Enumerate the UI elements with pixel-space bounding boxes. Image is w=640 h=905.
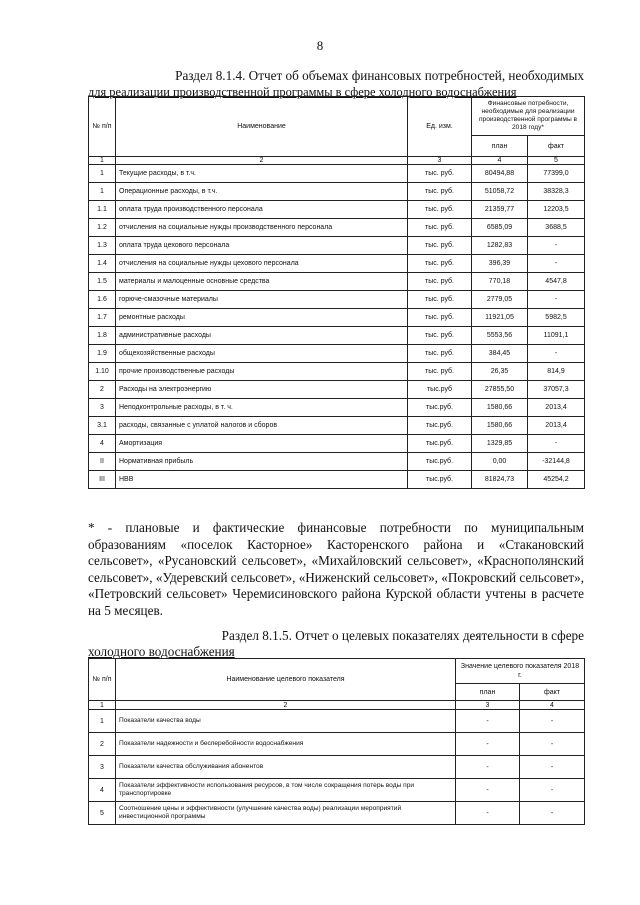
row-number: 1.5 <box>89 273 116 291</box>
row-fact: 11091,1 <box>528 327 585 345</box>
t2-col-number: 3 <box>456 701 520 710</box>
row-number: 1.4 <box>89 255 116 273</box>
row-plan: 1580,66 <box>472 417 528 435</box>
row-unit: тыс.руб. <box>408 399 472 417</box>
row-fact: -32144,8 <box>528 453 585 471</box>
row-number: 3.1 <box>89 417 116 435</box>
row-name: Показатели качества воды <box>116 710 456 733</box>
row-unit: тыс.руб. <box>408 417 472 435</box>
row-plan: - <box>456 779 520 802</box>
row-name: НВВ <box>116 471 408 489</box>
row-plan: 81824,73 <box>472 471 528 489</box>
row-name: ремонтные расходы <box>116 309 408 327</box>
row-unit: тыс. руб. <box>408 183 472 201</box>
row-number: 1 <box>89 710 116 733</box>
table-row <box>89 291 585 309</box>
row-plan: 5553,56 <box>472 327 528 345</box>
t2-column-numbers-row <box>89 701 585 710</box>
row-unit: тыс. руб. <box>408 273 472 291</box>
section-8-1-5-title-line1: Раздел 8.1.5. Отчет о целевых показателях деятельности в сфере <box>221 628 584 643</box>
header-fact: факт <box>528 136 585 157</box>
row-plan: 11921,05 <box>472 309 528 327</box>
row-fact: 2013,4 <box>528 417 585 435</box>
row-plan: 1282,83 <box>472 237 528 255</box>
row-name: прочие производственные расходы <box>116 363 408 381</box>
row-fact: 2013,4 <box>528 399 585 417</box>
row-unit: тыс.руб. <box>408 471 472 489</box>
row-plan: - <box>456 710 520 733</box>
row-plan: - <box>456 802 520 825</box>
table-row <box>89 417 585 435</box>
header-name: Наименование <box>116 97 408 157</box>
row-fact: 814,9 <box>528 363 585 381</box>
table-row <box>89 802 585 825</box>
row-unit: тыс.руб. <box>408 453 472 471</box>
row-number: 1.9 <box>89 345 116 363</box>
row-fact: 38328,3 <box>528 183 585 201</box>
row-fact: 12203,5 <box>528 201 585 219</box>
row-unit: тыс. руб. <box>408 291 472 309</box>
header-num: № п/п <box>89 97 116 157</box>
row-name: Операционные расходы, в т.ч. <box>116 183 408 201</box>
row-name: оплата труда производственного персонала <box>116 201 408 219</box>
table-row <box>89 733 585 756</box>
col-number: 2 <box>116 157 408 165</box>
row-number: 3 <box>89 756 116 779</box>
t2-header-num: № п/п <box>89 659 116 701</box>
row-number: 1.6 <box>89 291 116 309</box>
t2-col-number: 2 <box>116 701 456 710</box>
col-number: 4 <box>472 157 528 165</box>
row-number: III <box>89 471 116 489</box>
row-fact: 37057,3 <box>528 381 585 399</box>
t2-header-plan: план <box>456 684 520 701</box>
row-name: материалы и малоценные основные средства <box>116 273 408 291</box>
row-unit: тыс.руб <box>408 381 472 399</box>
row-number: II <box>89 453 116 471</box>
row-number: 3 <box>89 399 116 417</box>
row-number: 1.2 <box>89 219 116 237</box>
row-name: Неподконтрольные расходы, в т. ч. <box>116 399 408 417</box>
table-row <box>89 363 585 381</box>
table-row <box>89 710 585 733</box>
row-number: 1.7 <box>89 309 116 327</box>
row-fact: - <box>520 779 585 802</box>
t2-col-number: 1 <box>89 701 116 710</box>
row-name: Расходы на электроэнергию <box>116 381 408 399</box>
row-plan: 2779,05 <box>472 291 528 309</box>
t2-header-fact: факт <box>520 684 585 701</box>
table-row <box>89 219 585 237</box>
row-unit: тыс. руб. <box>408 255 472 273</box>
table-row <box>89 471 585 489</box>
row-number: 2 <box>89 381 116 399</box>
header-financial-needs: Финансовые потребности, необходимые для реализации производственной программы в 2018 году* <box>472 97 585 136</box>
row-plan: 770,18 <box>472 273 528 291</box>
table-row <box>89 201 585 219</box>
table-row <box>89 779 585 802</box>
table-row <box>89 345 585 363</box>
row-unit: тыс. руб. <box>408 201 472 219</box>
t2-header-name: Наименование целевого показателя <box>116 659 456 701</box>
row-fact: - <box>520 756 585 779</box>
table-row <box>89 399 585 417</box>
table-row <box>89 273 585 291</box>
row-unit: тыс.руб. <box>408 435 472 453</box>
row-number: 5 <box>89 802 116 825</box>
row-unit: тыс. руб. <box>408 327 472 345</box>
row-unit: тыс. руб. <box>408 345 472 363</box>
row-number: 4 <box>89 779 116 802</box>
row-plan: 51058,72 <box>472 183 528 201</box>
page-number: 8 <box>316 38 324 53</box>
row-fact: - <box>528 237 585 255</box>
row-name: административные расходы <box>116 327 408 345</box>
row-plan: - <box>456 733 520 756</box>
table-row <box>89 435 585 453</box>
row-unit: тыс. руб. <box>408 165 472 183</box>
footnote: * - плановые и фактические финансовые потребности по муниципальным образованиям «поселок Касторное» Касторенского района и «Стакановский сельсовет», «Русановский сельсовет», «Михайловский сельсовет», «Краснополянский сельсовет», «Удеревский сельсовет», «Ниженский сельсовет», «Покровский сельсовет», «Петровский сельсовет» Черемисиновского района Курской области учтены в расчете на 5 месяцев. <box>88 520 584 618</box>
row-plan: 80494,88 <box>472 165 528 183</box>
row-plan: 6585,09 <box>472 219 528 237</box>
table-row <box>89 237 585 255</box>
row-fact: - <box>528 435 585 453</box>
section-8-1-5-title <box>88 628 584 660</box>
row-name: горюче-смазочные материалы <box>116 291 408 309</box>
row-number: 4 <box>89 435 116 453</box>
row-number: 1.3 <box>89 237 116 255</box>
row-plan: 0,00 <box>472 453 528 471</box>
row-plan: 26,35 <box>472 363 528 381</box>
col-number: 5 <box>528 157 585 165</box>
row-name: Текущие расходы, в т.ч. <box>116 165 408 183</box>
row-fact: 3688,5 <box>528 219 585 237</box>
row-plan: 1329,85 <box>472 435 528 453</box>
row-name: отчисления на социальные нужды производственного персонала <box>116 219 408 237</box>
row-plan: 27855,50 <box>472 381 528 399</box>
t2-col-number: 4 <box>520 701 585 710</box>
row-unit: тыс. руб. <box>408 363 472 381</box>
row-name: Соотношение цены и эффективности (улучшение качества воды) реализации мероприятий инвестиционной программы <box>116 802 456 825</box>
row-fact: - <box>528 345 585 363</box>
row-plan: 1580,66 <box>472 399 528 417</box>
row-fact: 45254,2 <box>528 471 585 489</box>
row-fact: - <box>528 291 585 309</box>
row-name: Амортизация <box>116 435 408 453</box>
row-name: оплата труда цехового персонала <box>116 237 408 255</box>
row-fact: - <box>528 255 585 273</box>
financial-needs-table <box>88 96 585 489</box>
row-number: 1.1 <box>89 201 116 219</box>
col-number: 1 <box>89 157 116 165</box>
header-plan: план <box>472 136 528 157</box>
header-unit: Ед. изм. <box>408 97 472 157</box>
row-number: 1 <box>89 183 116 201</box>
col-number: 3 <box>408 157 472 165</box>
row-fact: - <box>520 802 585 825</box>
row-name: расходы, связанные с уплатой налогов и сборов <box>116 417 408 435</box>
row-number: 1.8 <box>89 327 116 345</box>
row-number: 2 <box>89 733 116 756</box>
row-plan: 396,39 <box>472 255 528 273</box>
row-number: 1.10 <box>89 363 116 381</box>
row-number: 1 <box>89 165 116 183</box>
row-fact: - <box>520 733 585 756</box>
row-fact: 4547,8 <box>528 273 585 291</box>
row-name: общехозяйственные расходы <box>116 345 408 363</box>
row-plan: 384,45 <box>472 345 528 363</box>
t2-header-value: Значение целевого показателя 2018 г. <box>456 659 585 684</box>
row-name: Показатели надежности и бесперебойности водоснабжения <box>116 733 456 756</box>
row-name: отчисления на социальные нужды цехового персонала <box>116 255 408 273</box>
table-row <box>89 756 585 779</box>
row-plan: - <box>456 756 520 779</box>
row-plan: 21359,77 <box>472 201 528 219</box>
table-row <box>89 309 585 327</box>
row-unit: тыс. руб. <box>408 219 472 237</box>
row-name: Показатели эффективности использования ресурсов, в том числе сокращения потерь воды при транспортировке <box>116 779 456 802</box>
table-row <box>89 381 585 399</box>
table-row <box>89 255 585 273</box>
row-fact: - <box>520 710 585 733</box>
target-indicators-table <box>88 658 585 825</box>
table-row <box>89 165 585 183</box>
column-numbers-row <box>89 157 585 165</box>
row-unit: тыс. руб. <box>408 309 472 327</box>
row-name: Нормативная прибыль <box>116 453 408 471</box>
row-fact: 77399,0 <box>528 165 585 183</box>
section-8-1-4-title-line1: Раздел 8.1.4. Отчет об объемах финансовых потребностей, необходимых <box>175 68 584 83</box>
table-row <box>89 183 585 201</box>
section-8-1-4-title-line2: для реализации производственной программы в сфере холодного водоснабжения <box>88 85 517 99</box>
row-name: Показатели качества обслуживания абонентов <box>116 756 456 779</box>
row-fact: 5982,5 <box>528 309 585 327</box>
section-8-1-5-title-line2: холодного водоснабжения <box>88 644 235 659</box>
table-row <box>89 327 585 345</box>
table-row <box>89 453 585 471</box>
row-unit: тыс. руб. <box>408 237 472 255</box>
